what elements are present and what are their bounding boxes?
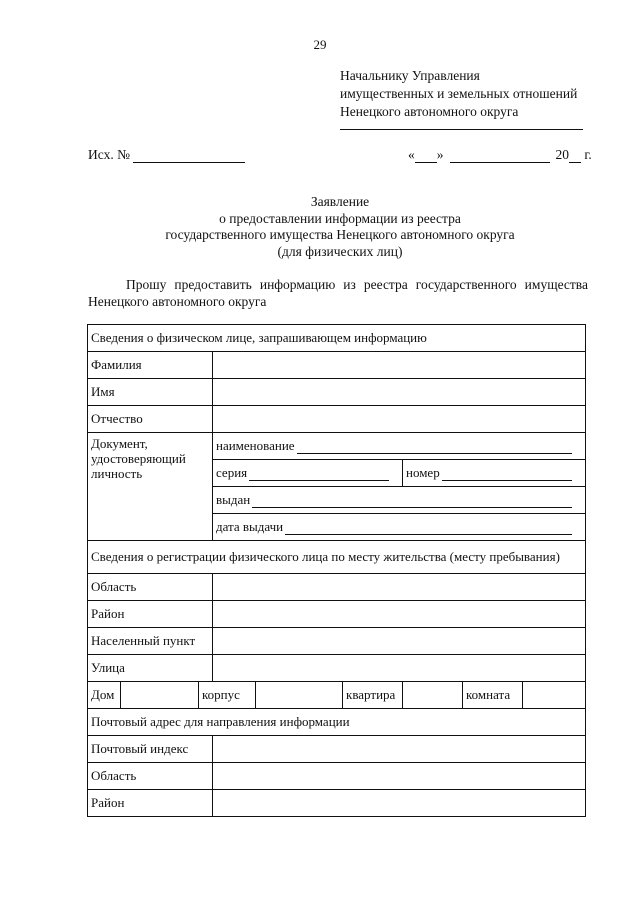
street-label: Улица [88, 655, 213, 682]
district-label: Район [88, 601, 213, 628]
surname-label: Фамилия [88, 352, 213, 379]
building-field[interactable] [256, 682, 343, 708]
doc-series-number-cell [213, 460, 586, 487]
patronymic-label: Отчество [88, 406, 213, 433]
page-number: 29 [313, 37, 327, 52]
patronymic-field[interactable] [213, 406, 586, 433]
doc-name-label: наименование [216, 438, 295, 453]
doc-issued-field[interactable] [252, 495, 572, 508]
outgoing-number-field[interactable] [133, 150, 245, 163]
request-paragraph [88, 276, 588, 310]
house-field[interactable] [121, 682, 199, 708]
region-field[interactable] [213, 574, 586, 601]
addressee-line: Ненецкого автономного округа [340, 104, 519, 119]
date-day-field[interactable] [415, 150, 437, 163]
doc-date-label: дата выдачи [216, 519, 284, 534]
house-label: Дом [88, 682, 121, 708]
outgoing-number [88, 147, 245, 163]
postcode-label: Почтовый индекс [88, 736, 213, 763]
date-year-suffix: г. [581, 147, 592, 162]
locality-field[interactable] [213, 628, 586, 655]
addressee-signature-line[interactable] [340, 128, 583, 130]
postal-region-label: Область [88, 763, 213, 790]
doc-issued-label: выдан [216, 492, 251, 507]
outgoing-number-label: Исх. № [88, 147, 130, 162]
doc-name-cell [213, 433, 586, 460]
section-personal-info: Сведения о физическом лице, запрашивающем информацию [88, 325, 586, 352]
document-heading [0, 194, 640, 260]
doc-date-field[interactable] [285, 522, 572, 535]
locality-label: Населенный пункт [88, 628, 213, 655]
doc-date-cell [213, 514, 586, 541]
room-label: комната [463, 682, 523, 708]
room-field[interactable] [523, 682, 585, 708]
postal-region-field[interactable] [213, 763, 586, 790]
application-form-table [87, 324, 586, 817]
building-label: корпус [199, 682, 256, 708]
doc-name-field[interactable] [297, 441, 572, 454]
doc-issued-cell [213, 487, 586, 514]
document-label: Документ, удостоверяющий личность [88, 433, 213, 541]
name-label: Имя [88, 379, 213, 406]
section-postal: Почтовый адрес для направления информации [88, 709, 586, 736]
heading-line: о предоставлении информации из реестра [219, 210, 461, 226]
request-text: Прошу предоставить информацию из реестра государственного имущества Ненецкого автономного округа [88, 277, 588, 309]
apartment-label: квартира [343, 682, 403, 708]
addressee-block [340, 67, 577, 121]
date-month-field[interactable] [450, 150, 550, 163]
date-quote-close: » [436, 147, 444, 162]
date-quote-open: « [408, 147, 415, 162]
heading-line: (для физических лиц) [277, 243, 403, 259]
street-field[interactable] [213, 655, 586, 682]
doc-series-field[interactable] [249, 468, 389, 481]
addressee-line: Начальнику Управления [340, 68, 480, 83]
doc-number-label: номер [406, 465, 440, 480]
heading-line: государственного имущества Ненецкого автономного округа [165, 227, 515, 242]
heading-title: Заявление [310, 194, 370, 209]
district-field[interactable] [213, 601, 586, 628]
apartment-field[interactable] [403, 682, 463, 708]
house-row [88, 682, 586, 709]
addressee-line: имущественных и земельных отношений [340, 86, 578, 101]
surname-field[interactable] [213, 352, 586, 379]
postcode-field[interactable] [213, 736, 586, 763]
doc-number-field[interactable] [442, 468, 572, 481]
date-year-field[interactable] [569, 150, 581, 163]
name-field[interactable] [213, 379, 586, 406]
postal-district-label: Район [88, 790, 213, 817]
region-label: Область [88, 574, 213, 601]
date-year-prefix: 20 [555, 147, 569, 162]
postal-district-field[interactable] [213, 790, 586, 817]
date-field [408, 147, 592, 163]
doc-series-label: серия [216, 465, 248, 480]
section-registration: Сведения о регистрации физического лица по месту жительства (месту пребывания) [88, 541, 586, 574]
